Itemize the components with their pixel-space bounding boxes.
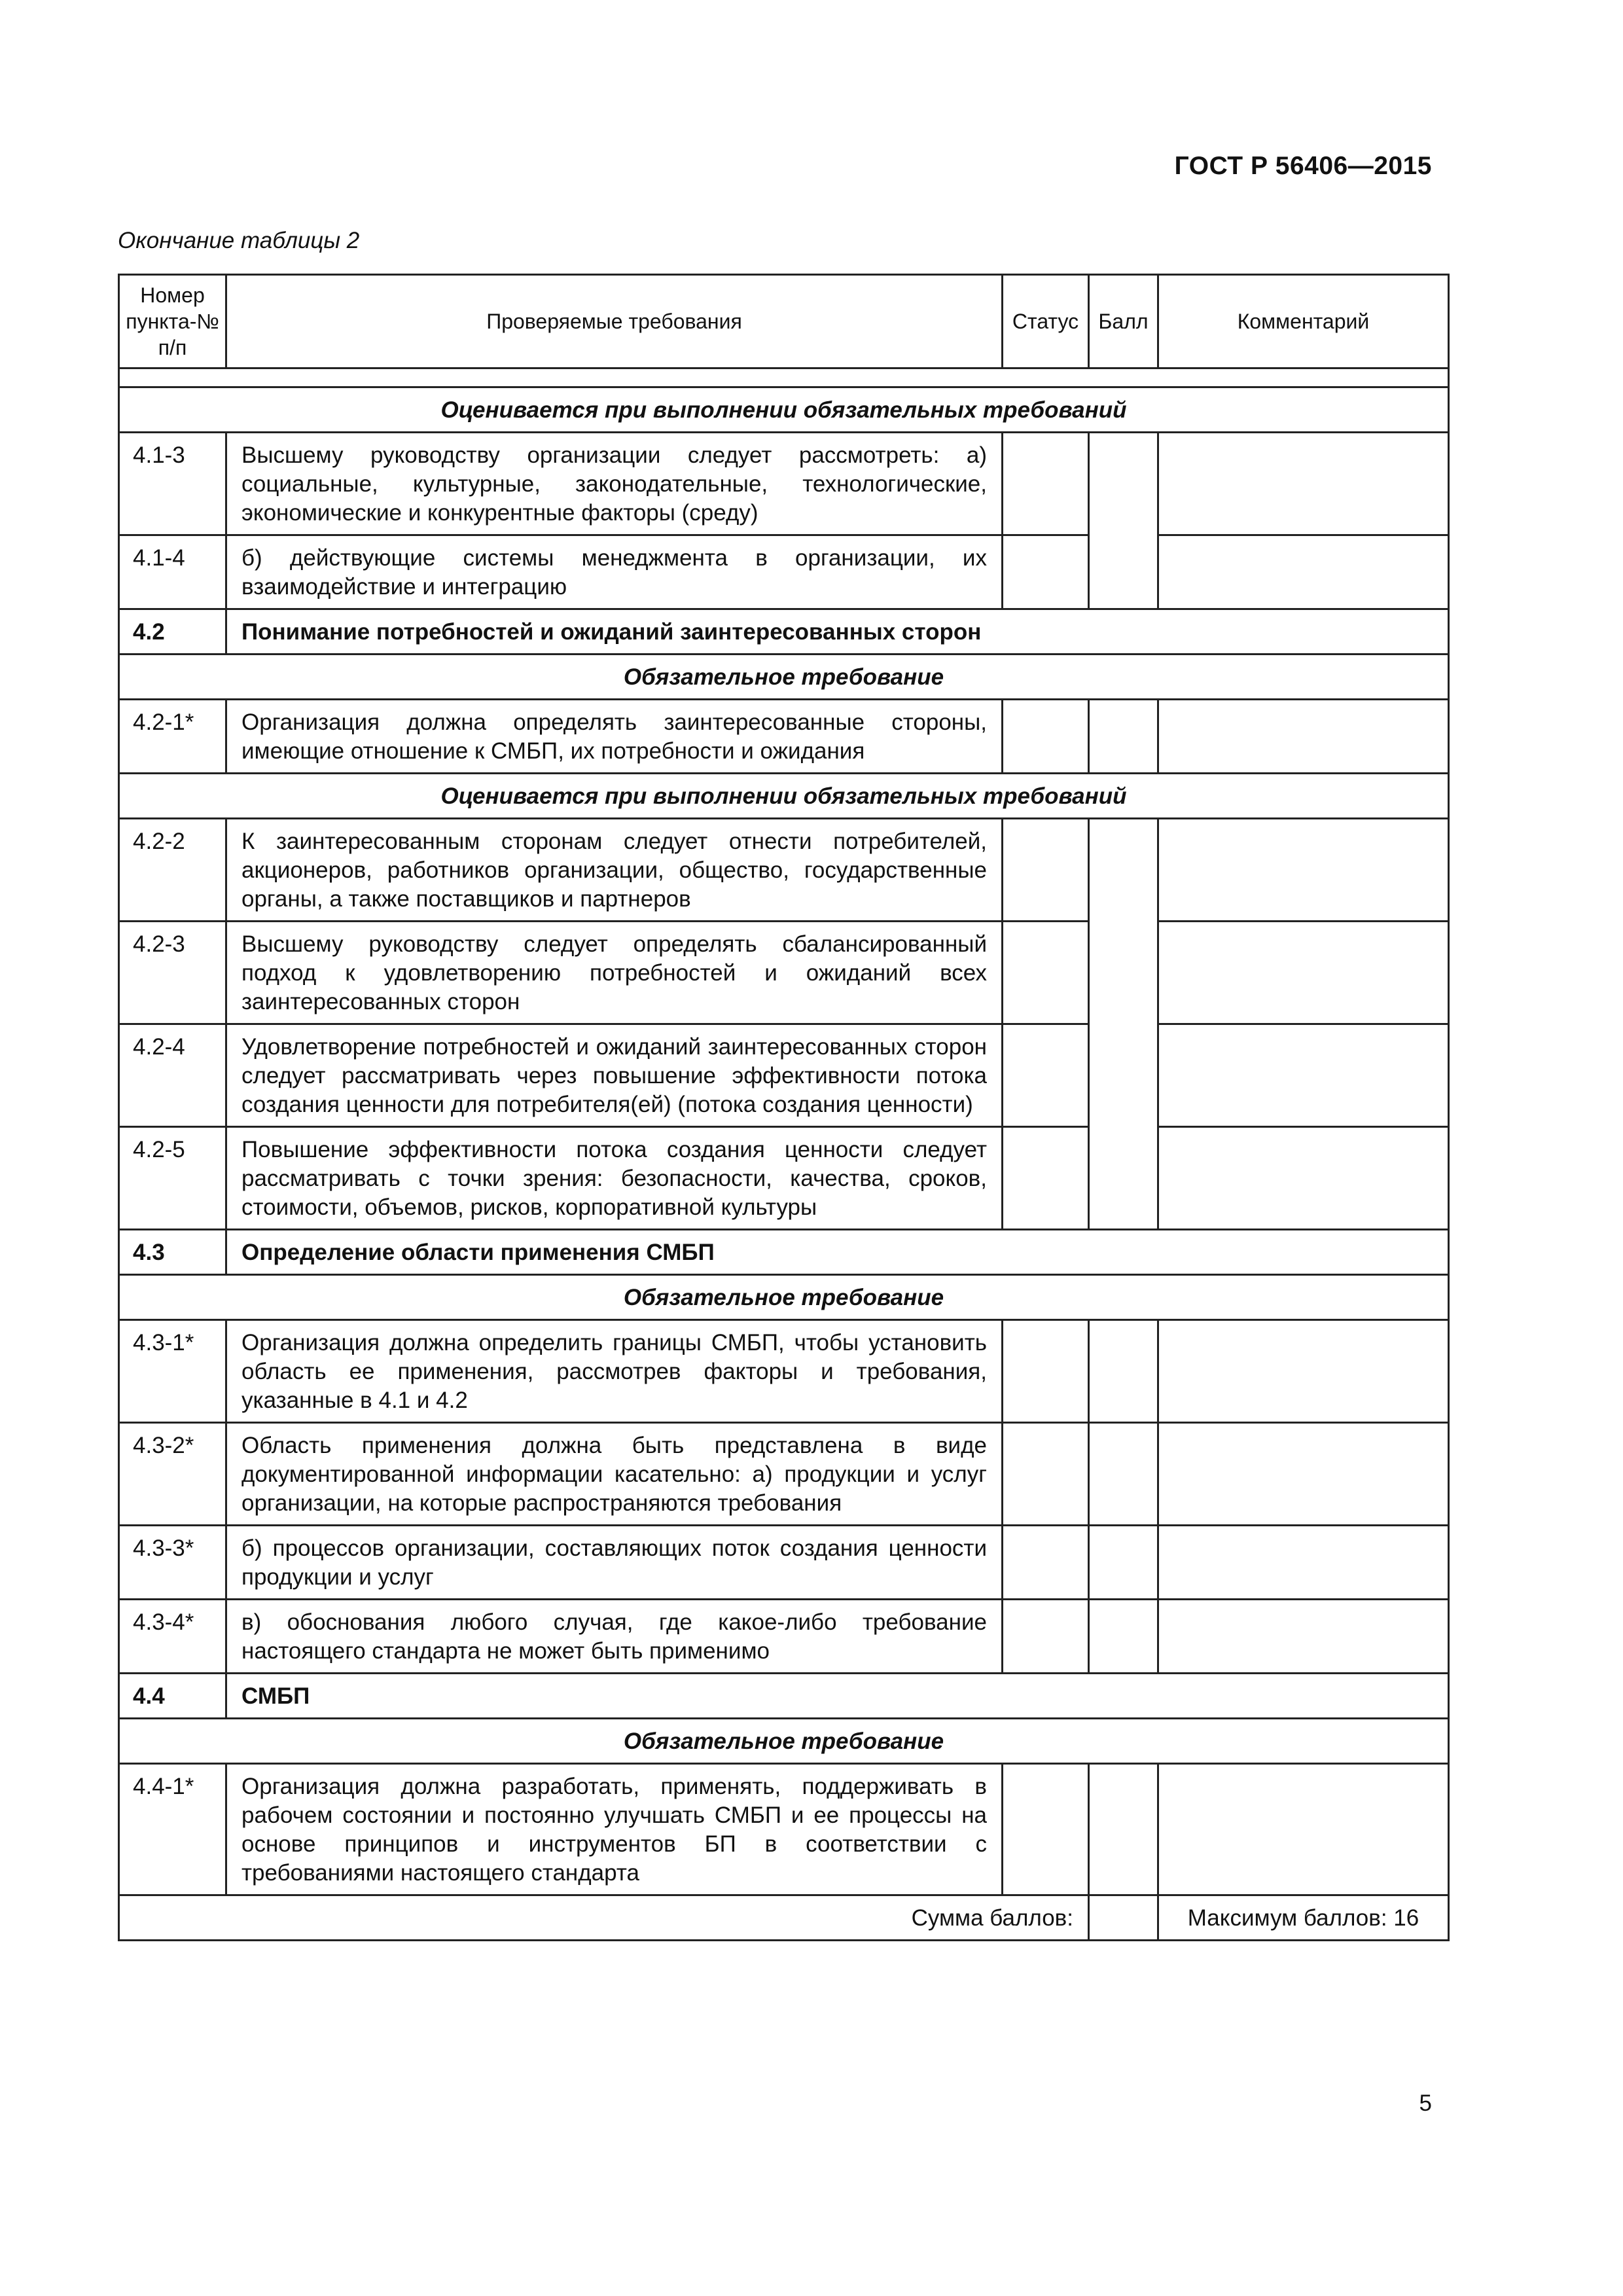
comment-cell — [1158, 433, 1449, 535]
item-number: 4.2-3 — [119, 922, 226, 1024]
comment-cell — [1158, 1320, 1449, 1423]
item-text: К заинтересованным сторонам следует отнести потребителей, акционеров, работников организации, общество, государственные органы, а также поставщиков и партнеров — [226, 819, 1003, 922]
page-number: 5 — [1419, 2090, 1432, 2116]
score-cell — [1089, 1320, 1158, 1423]
category-label: Обязательное требование — [119, 655, 1449, 700]
table-row — [119, 819, 1449, 922]
category-row — [119, 1275, 1449, 1320]
item-number: 4.1-3 — [119, 433, 226, 535]
item-text: Организация должна разработать, применять, поддерживать в рабочем состоянии и постоянно улучшать СМБП и ее процессы на основе принципов и инструментов БП в соответствии с требованиями настоящего стандарта — [226, 1764, 1003, 1895]
col-header-status: Статус — [1003, 275, 1089, 368]
score-cell — [1089, 819, 1158, 1230]
status-cell — [1003, 1423, 1089, 1526]
score-cell — [1089, 1423, 1158, 1526]
item-number: 4.4-1* — [119, 1764, 226, 1895]
max-score-label: Максимум баллов: 16 — [1158, 1895, 1449, 1941]
section-number: 4.4 — [119, 1674, 226, 1719]
status-cell — [1003, 1764, 1089, 1895]
category-row — [119, 655, 1449, 700]
section-title: Понимание потребностей и ожиданий заинтересованных сторон — [226, 609, 1449, 655]
category-label: Обязательное требование — [119, 1719, 1449, 1764]
item-text: Повышение эффективности потока создания ценности следует рассматривать с точки зрения: безопасности, качества, сроков, стоимости, объемов, рисков, корпоративной культуры — [226, 1127, 1003, 1230]
comment-cell — [1158, 1024, 1449, 1127]
comment-cell — [1158, 700, 1449, 774]
table-row — [119, 1127, 1449, 1230]
comment-cell — [1158, 1764, 1449, 1895]
section-row — [119, 1230, 1449, 1275]
table-row — [119, 922, 1449, 1024]
section-row — [119, 1674, 1449, 1719]
document-code: ГОСТ Р 56406—2015 — [1174, 152, 1432, 180]
item-number: 4.2-1* — [119, 700, 226, 774]
section-title: Определение области применения СМБП — [226, 1230, 1449, 1275]
col-header-comment: Комментарий — [1158, 275, 1449, 368]
item-text: Высшему руководству следует определять сбалансированный подход к удовлетворению потребностей и ожиданий всех заинтересованных сторон — [226, 922, 1003, 1024]
comment-cell — [1158, 922, 1449, 1024]
score-cell — [1089, 1600, 1158, 1674]
item-number: 4.3-1* — [119, 1320, 226, 1423]
section-number: 4.3 — [119, 1230, 226, 1275]
table-row — [119, 1320, 1449, 1423]
item-text: б) процессов организации, составляющих поток создания ценности продукции и услуг — [226, 1526, 1003, 1600]
item-text: б) действующие системы менеджмента в организации, их взаимодействие и интеграцию — [226, 535, 1003, 609]
status-cell — [1003, 819, 1089, 922]
table-caption: Окончание таблицы 2 — [118, 228, 360, 253]
table-row — [119, 1600, 1449, 1674]
category-label: Обязательное требование — [119, 1275, 1449, 1320]
status-cell — [1003, 535, 1089, 609]
table-header-row — [119, 275, 1449, 368]
col-header-requirements: Проверяемые требования — [226, 275, 1003, 368]
status-cell — [1003, 433, 1089, 535]
status-cell — [1003, 1127, 1089, 1230]
item-text: Удовлетворение потребностей и ожиданий заинтересованных сторон следует рассматривать через повышение эффективности потока создания ценности для потребителя(ей) (потока создания ценности) — [226, 1024, 1003, 1127]
comment-cell — [1158, 1127, 1449, 1230]
item-text: Организация должна определять заинтересованные стороны, имеющие отношение к СМБП, их потребности и ожидания — [226, 700, 1003, 774]
comment-cell — [1158, 1526, 1449, 1600]
table-row — [119, 700, 1449, 774]
score-cell — [1089, 700, 1158, 774]
comment-cell — [1158, 1600, 1449, 1674]
category-row — [119, 1719, 1449, 1764]
comment-cell — [1158, 1423, 1449, 1526]
item-text: Организация должна определить границы СМБП, чтобы установить область ее применения, рассмотрев факторы и требования, указанные в 4.1 и 4.2 — [226, 1320, 1003, 1423]
table-row — [119, 1423, 1449, 1526]
category-label: Оценивается при выполнении обязательных требований — [119, 387, 1449, 433]
score-cell — [1089, 1526, 1158, 1600]
category-label: Оценивается при выполнении обязательных требований — [119, 774, 1449, 819]
sum-row — [119, 1895, 1449, 1941]
table-row — [119, 535, 1449, 609]
section-number: 4.2 — [119, 609, 226, 655]
col-header-number: Номер пункта-№ п/п — [119, 275, 226, 368]
table-row — [119, 1764, 1449, 1895]
score-cell — [1089, 1764, 1158, 1895]
sum-value-cell — [1089, 1895, 1158, 1941]
col-header-score: Балл — [1089, 275, 1158, 368]
item-number: 4.3-2* — [119, 1423, 226, 1526]
status-cell — [1003, 1526, 1089, 1600]
item-text: в) обоснования любого случая, где какое-либо требование настоящего стандарта не может быть применимо — [226, 1600, 1003, 1674]
item-number: 4.3-4* — [119, 1600, 226, 1674]
section-row — [119, 609, 1449, 655]
status-cell — [1003, 1600, 1089, 1674]
status-cell — [1003, 922, 1089, 1024]
sum-label: Сумма баллов: — [119, 1895, 1089, 1941]
header-divider — [119, 368, 1449, 387]
item-text: Область применения должна быть представлена в виде документированной информации касательно: а) продукции и услуг организации, на которые распространяются требования — [226, 1423, 1003, 1526]
requirements-table — [118, 274, 1450, 1941]
table-row — [119, 1526, 1449, 1600]
item-number: 4.2-5 — [119, 1127, 226, 1230]
item-text: Высшему руководству организации следует рассмотреть: а) социальные, культурные, законодательные, технологические, экономические и конкурентные факторы (среду) — [226, 433, 1003, 535]
status-cell — [1003, 700, 1089, 774]
item-number: 4.3-3* — [119, 1526, 226, 1600]
comment-cell — [1158, 535, 1449, 609]
status-cell — [1003, 1320, 1089, 1423]
status-cell — [1003, 1024, 1089, 1127]
category-row — [119, 774, 1449, 819]
comment-cell — [1158, 819, 1449, 922]
item-number: 4.2-2 — [119, 819, 226, 922]
item-number: 4.2-4 — [119, 1024, 226, 1127]
section-title: СМБП — [226, 1674, 1449, 1719]
item-number: 4.1-4 — [119, 535, 226, 609]
score-cell — [1089, 433, 1158, 609]
category-row — [119, 387, 1449, 433]
table-row — [119, 1024, 1449, 1127]
table-row — [119, 433, 1449, 535]
